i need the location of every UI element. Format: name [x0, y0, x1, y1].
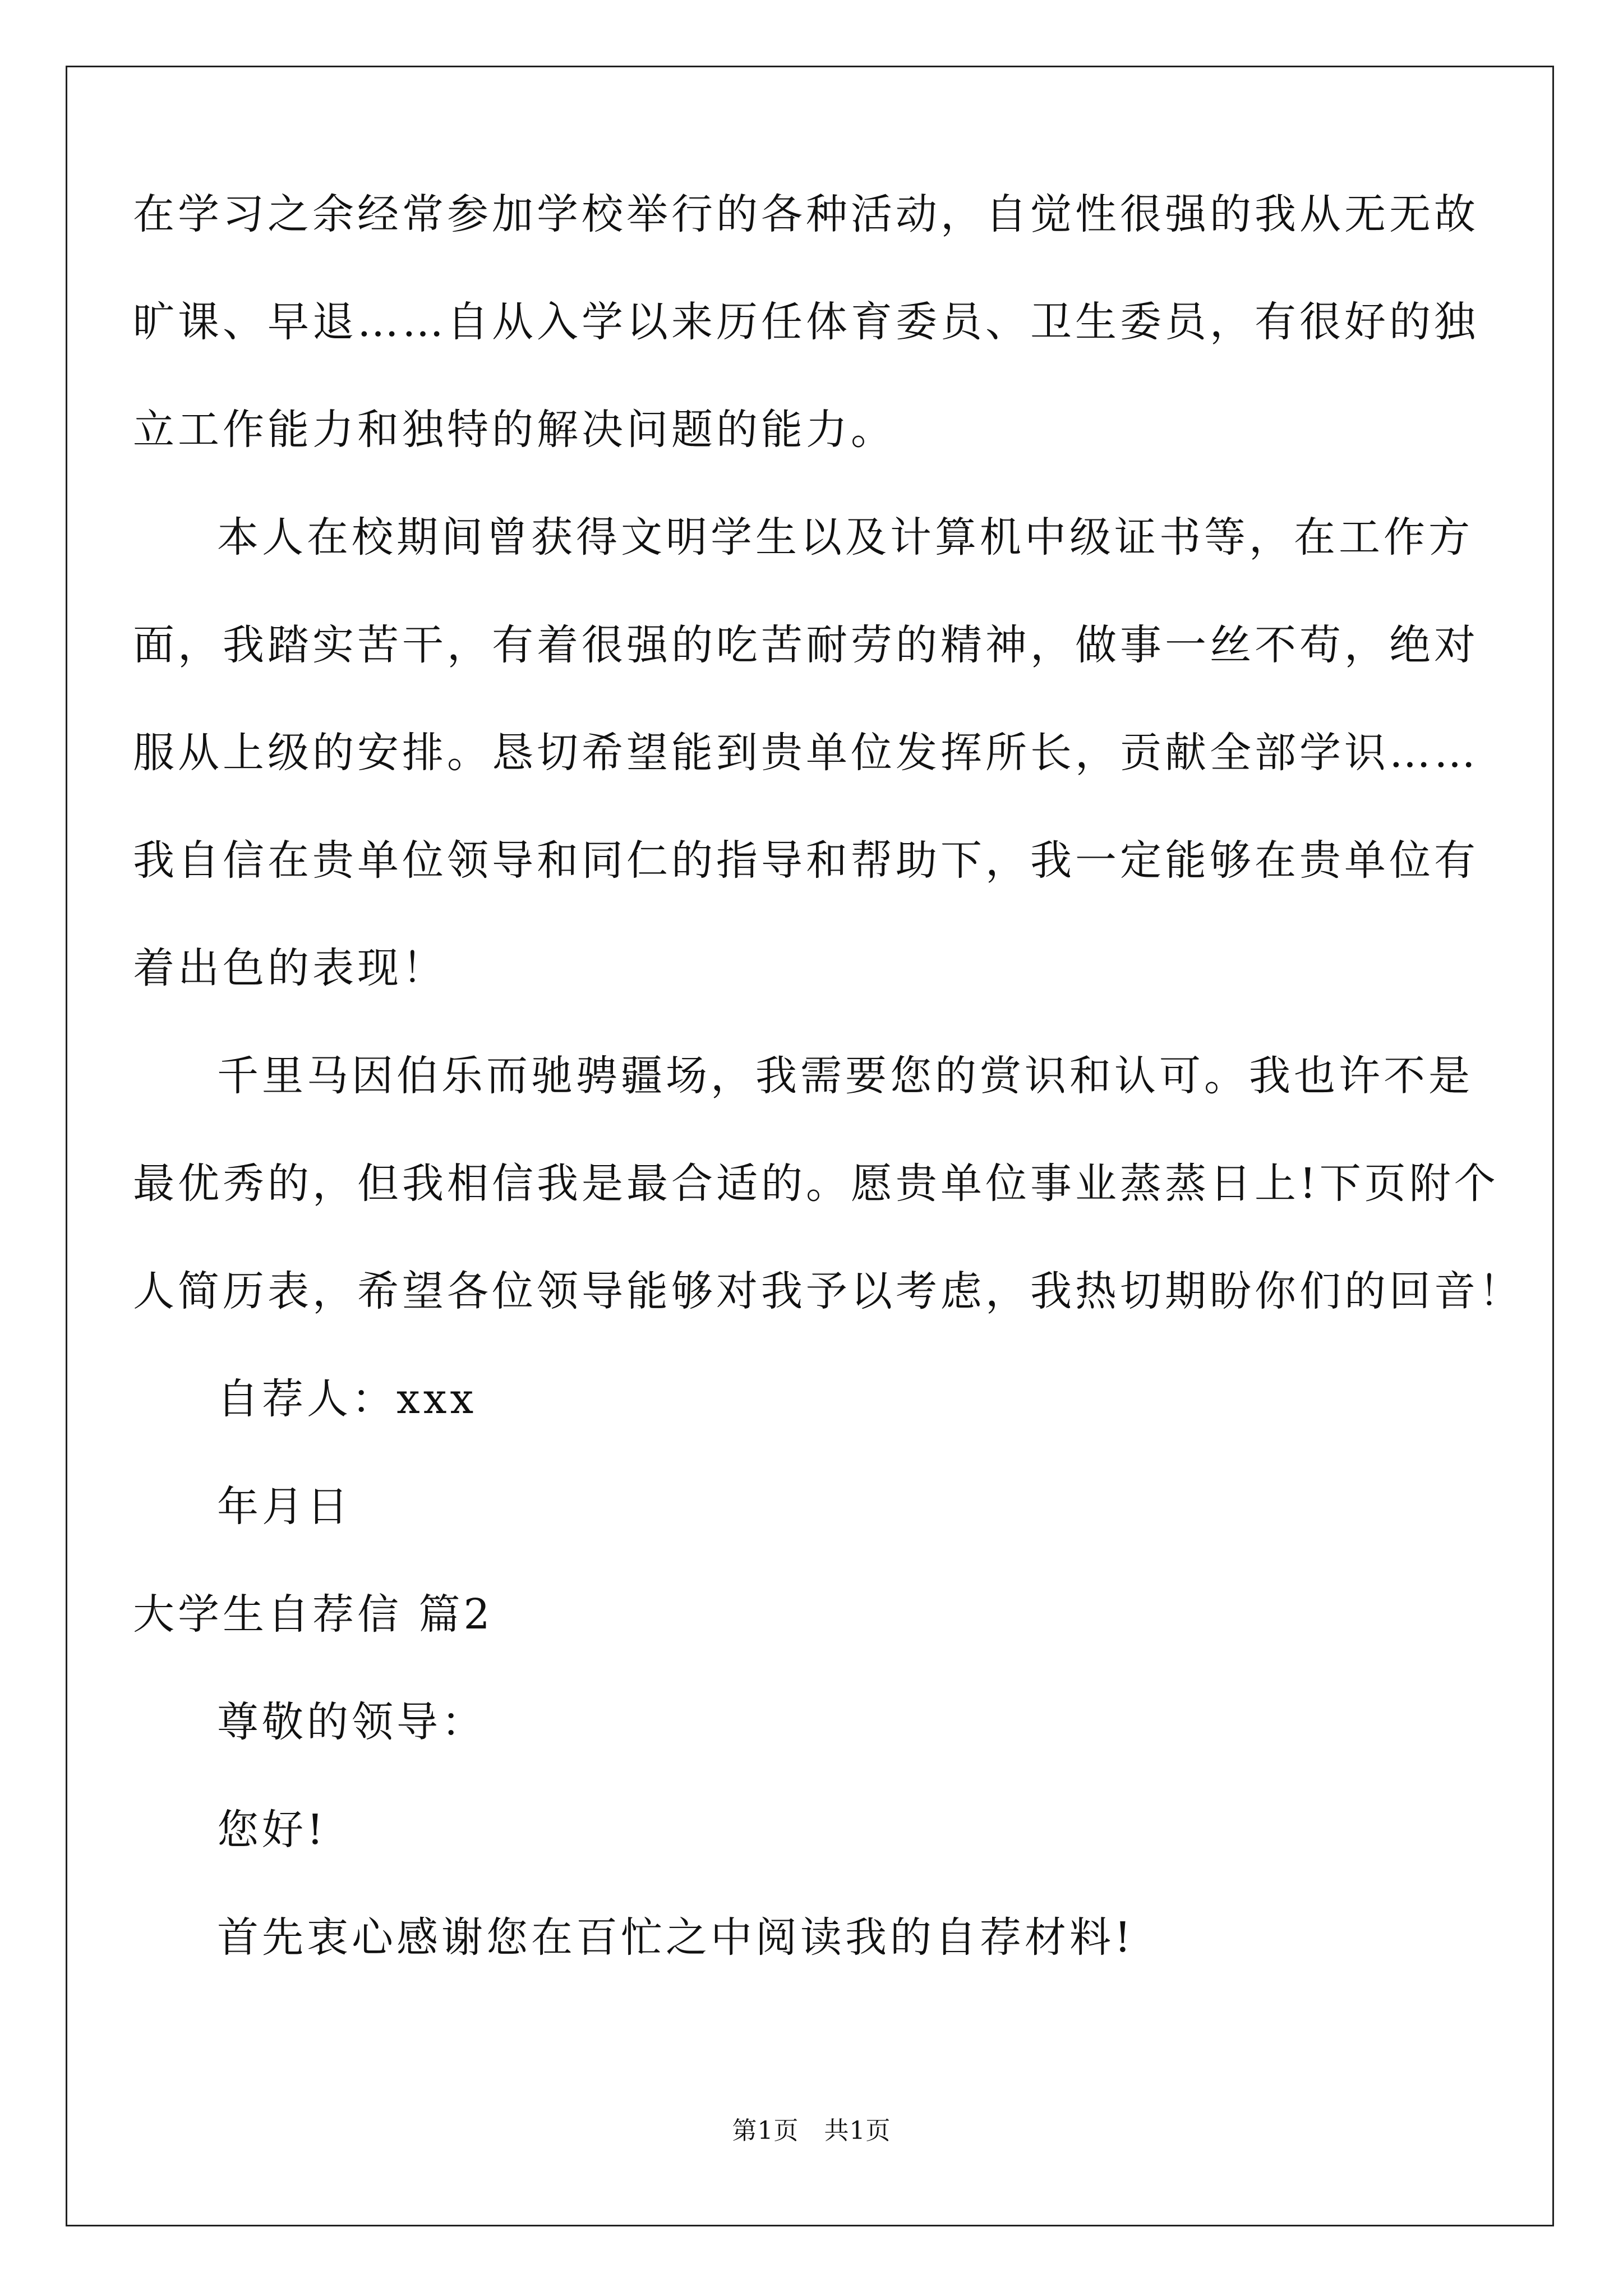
text-line: 最优秀的，但我相信我是最合适的。愿贵单位事业蒸蒸日上!下页附个 [133, 1159, 1499, 1208]
page-border [66, 66, 1554, 2226]
text-line: 在学习之余经常参加学校举行的各种活动，自觉性很强的我从无无故 [133, 190, 1479, 238]
date-line: 年月日 [217, 1483, 352, 1531]
text-line: 立工作能力和独特的解决问题的能力。 [133, 406, 896, 454]
section-heading: 大学生自荐信 篇2 [133, 1590, 494, 1639]
greeting: 您好! [217, 1806, 327, 1854]
text-line: 我自信在贵单位领导和同仁的指导和帮助下，我一定能够在贵单位有 [133, 836, 1479, 885]
page-footer: 第1页 共1页 [732, 2116, 891, 2145]
text-line: 服从上级的安排。恳切希望能到贵单位发挥所长，贡献全部学识…… [133, 729, 1479, 777]
salutation: 尊敬的领导： [217, 1698, 486, 1746]
text-line: 本人在校期间曾获得文明学生以及计算机中级证书等，在工作方 [217, 513, 1473, 562]
text-line: 人简历表，希望各位领导能够对我予以考虑，我热切期盼你们的回音！ [133, 1267, 1524, 1315]
text-line: 面，我踏实苦干，有着很强的吃苦耐劳的精神，做事一丝不苟，绝对 [133, 621, 1479, 669]
text-line: 旷课、早退……自从入学以来历任体育委员、卫生委员，有很好的独 [133, 298, 1479, 346]
signature-line: 自荐人：xxx [217, 1375, 477, 1423]
text-line: 首先衷心感谢您在百忙之中阅读我的自荐材料! [217, 1913, 1135, 1962]
text-line: 着出色的表现！ [133, 944, 447, 992]
text-line: 千里马因伯乐而驰骋疆场，我需要您的赏识和认可。我也许不是 [217, 1052, 1473, 1100]
